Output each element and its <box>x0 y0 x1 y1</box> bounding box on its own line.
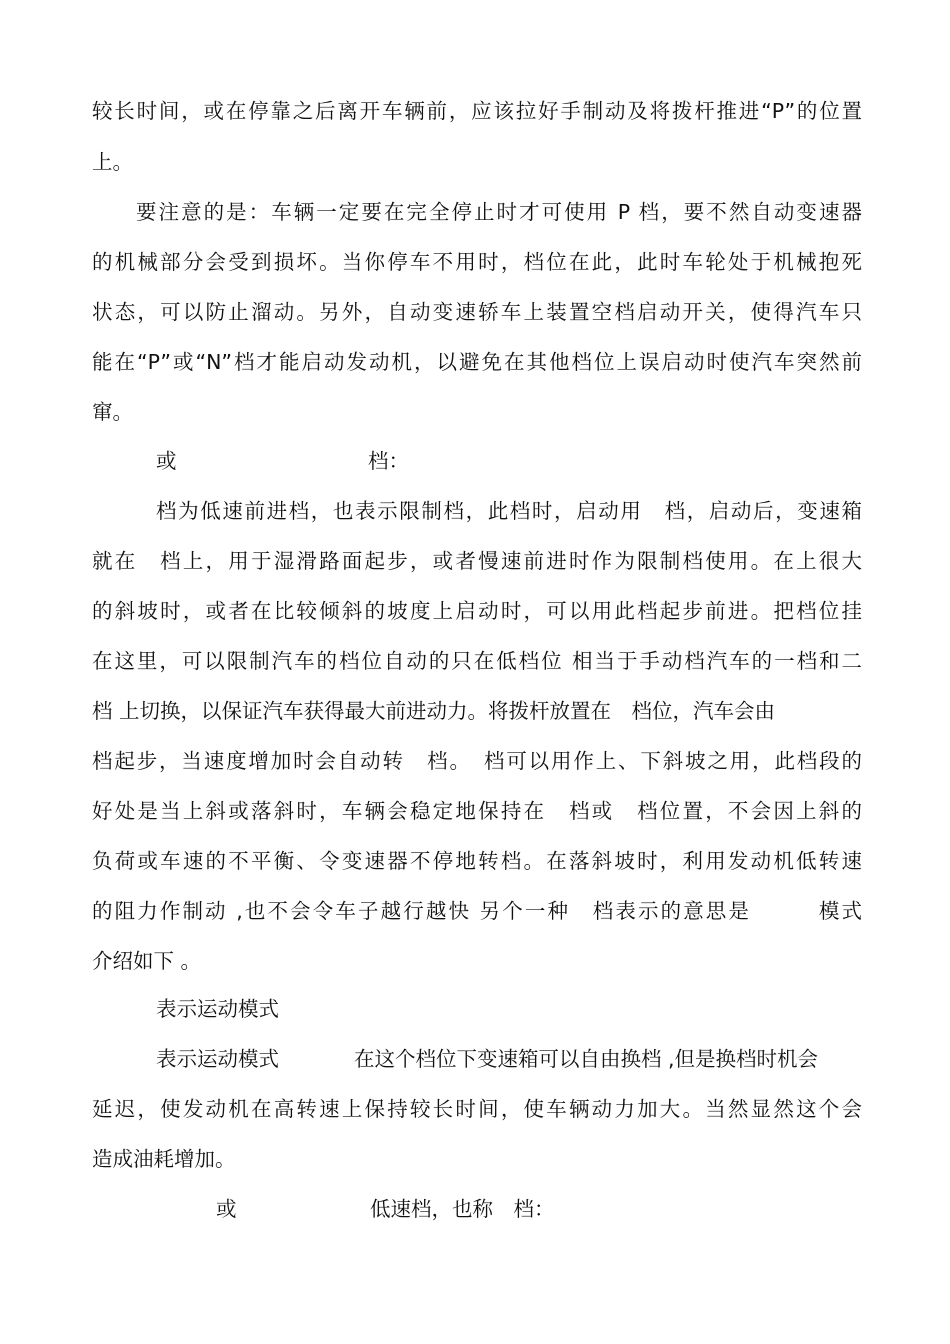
section-heading: 表示运动模式 <box>156 997 279 1021</box>
text-line: 档 上切换，以保证汽车获得最大前进动力。将拨杆放置在 档位，汽车会由 <box>92 699 776 723</box>
text-line: 负荷或车速的不平衡、令变速器不停地转档。在落斜坡时，利用发动机低转速 <box>92 849 862 873</box>
text-line: 在这个档位下变速箱可以自由换档 ,但是换档时机会 <box>354 1047 819 1071</box>
text-line: 较长时间，或在停靠之后离开车辆前，应该拉好手制动及将拨杆推进“P”的位置 <box>92 99 862 123</box>
section-heading-right: 档： <box>368 449 409 473</box>
text-line: 上。 <box>92 150 133 174</box>
text-line: 在这里，可以限制汽车的档位自动的只在低档位 相当于手动档汽车的一档和二 <box>92 649 862 673</box>
section-heading-left: 或 <box>216 1197 237 1221</box>
text-line: 状态，可以防止溜动。另外，自动变速轿车上装置空档启动开关，使得汽车只 <box>92 300 862 324</box>
text-line: 造成油耗增加。 <box>92 1147 236 1171</box>
text-line: 介绍如下 。 <box>92 949 202 973</box>
text-line: 窜。 <box>92 400 133 424</box>
text-line: 好处是当上斜或落斜时，车辆会稳定地保持在 档或 档位置，不会因上斜的 <box>92 799 862 823</box>
section-heading-left: 或 <box>156 449 177 473</box>
text-line: 的斜坡时，或者在比较倾斜的坡度上启动时，可以用此档起步前进。把档位挂 <box>92 599 862 623</box>
text-line: 延迟，使发动机在高转速上保持较长时间，使车辆动力加大。当然显然这个会 <box>92 1097 862 1121</box>
text-line: 档起步，当速度增加时会自动转 档。 档可以用作上、下斜坡之用，此档段的 <box>92 749 862 773</box>
section-heading-right: 低速档，也称 档： <box>370 1197 555 1221</box>
text-line-lead: 表示运动模式 <box>156 1047 279 1071</box>
text-line: 能在“P”或“N”档才能启动发动机，以避免在其他档位上误启动时使汽车突然前 <box>92 350 862 374</box>
text-line: 的阻力作制动 ,也不会令车子越行越快 另个一种 档表示的意思是 模式 <box>92 899 862 923</box>
text-line: 的机械部分会受到损坏。当你停车不用时，档位在此，此时车轮处于机械抱死 <box>92 250 862 274</box>
text-line: 就在 档上，用于湿滑路面起步，或者慢速前进时作为限制档使用。在上很大 <box>92 549 862 573</box>
text-line: 要注意的是：车辆一定要在完全停止时才可使用 P 档，要不然自动变速器 <box>136 200 862 224</box>
text-line: 档为低速前进档，也表示限制档，此档时，启动用 档，启动后，变速箱 <box>156 499 862 523</box>
